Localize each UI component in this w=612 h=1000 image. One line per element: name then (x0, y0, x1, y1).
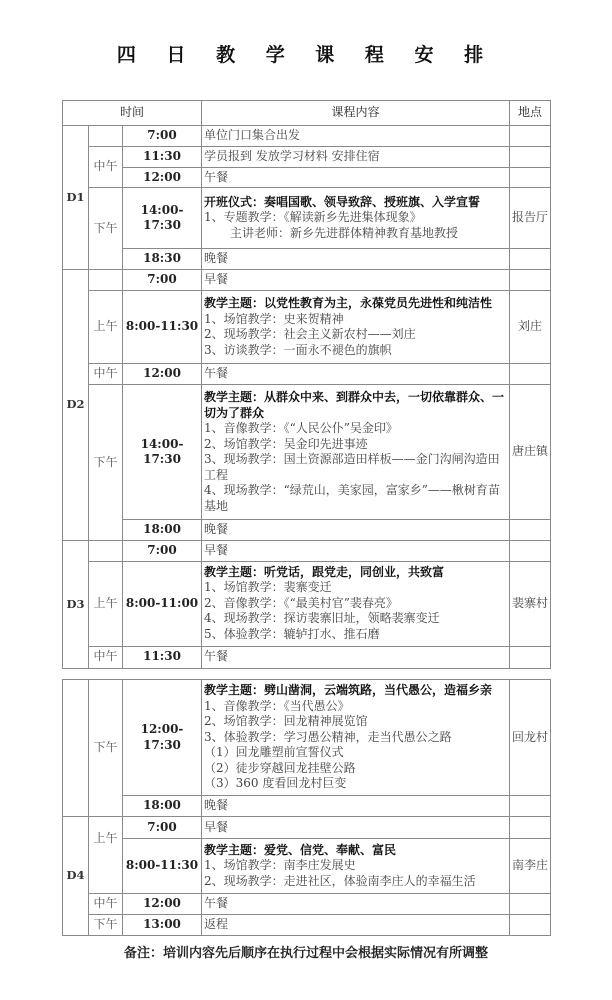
period-cell: 上午 (89, 817, 123, 894)
table-row (63, 188, 551, 249)
content-line: 4、现场教学：探访裴寨旧址，领略裴寨变迁 (204, 611, 440, 626)
content-line: 主讲老师：新乡先进群体精神教育基地教授 (230, 225, 459, 240)
location-cell (510, 541, 551, 562)
content-line: 2、音像教学：《“最美村官”裴春亮》 (204, 595, 398, 610)
time-cell: 12:00 (123, 364, 202, 385)
table-row (63, 646, 551, 668)
content-cell (202, 561, 510, 646)
content-cell (202, 249, 510, 270)
time-cell: 18:00 (123, 520, 202, 541)
location-cell (510, 364, 551, 385)
content-line: （2）徒步穿越回龙挂壁公路 (204, 760, 356, 775)
time-cell: 7:00 (123, 541, 202, 562)
table-row (63, 270, 551, 291)
content-line: 单位门口集合出发 (204, 128, 301, 143)
location-cell (510, 914, 551, 935)
time-cell: 7:00 (123, 270, 202, 291)
footer-note: 备注：培训内容先后顺序在执行过程中会根据实际情况有所调整 (123, 946, 488, 961)
content-line: 学员报到 发放学习材料 安排住宿 (204, 149, 380, 163)
location-cell (510, 126, 551, 147)
table-row (63, 894, 551, 915)
table-row (63, 680, 551, 796)
content-line: 午餐 (204, 169, 229, 184)
content-line: 午餐 (204, 896, 229, 910)
table-row (63, 839, 551, 894)
content-cell (202, 126, 510, 147)
content-line: 1、场馆教学：史来贺精神 (204, 311, 344, 326)
header-location: 地点 (510, 101, 551, 126)
page-title: 四 日 教 学 课 程 安 排 (116, 44, 496, 66)
content-line: 3、现场教学：国土资源部造田样板——金门沟闸沟造田工程 (204, 452, 500, 482)
content-heading: 教学主题：劈山凿洞，云端筑路，当代愚公，造福乡亲 (204, 683, 493, 698)
location-cell (510, 270, 551, 291)
location-cell: 南李庄 (510, 839, 551, 894)
content-line: 早餐 (204, 272, 229, 287)
content-line: 3、访谈教学：一面永不褪色的旗帜 (204, 342, 392, 357)
time-cell: 8:00-11:30 (123, 839, 202, 894)
time-cell: 12:00-17:30 (123, 680, 202, 796)
location-cell: 刘庄 (510, 291, 551, 364)
header-content: 课程内容 (202, 101, 510, 126)
period-cell (89, 541, 123, 562)
table-header-row (63, 101, 551, 126)
time-cell: 18:30 (123, 249, 202, 270)
table-row (63, 541, 551, 562)
time-cell: 12:00 (123, 894, 202, 915)
content-cell (202, 188, 510, 249)
content-cell (202, 291, 510, 364)
day-label-continued (63, 680, 89, 817)
table-row (63, 147, 551, 168)
time-cell: 7:00 (123, 126, 202, 147)
content-line: 晚餐 (204, 251, 229, 266)
content-line: 午餐 (204, 649, 229, 664)
content-line: 2、现场教学：社会主义新农村——刘庄 (204, 327, 416, 341)
content-cell (202, 680, 510, 796)
time-cell: 18:00 (123, 796, 202, 817)
content-heading: 教学主题：爱党、信党、奉献、富民 (204, 842, 397, 857)
period-cell: 下午 (89, 914, 123, 935)
content-line: 4、现场教学：“绿荒山，美家园，富家乡”——楸树育苗基地 (204, 483, 500, 513)
content-line: 早餐 (204, 819, 229, 834)
content-cell (202, 147, 510, 168)
content-heading: 教学主题：以党性教育为主，永葆党员先进性和纯洁性 (204, 296, 493, 310)
content-heading: 教学主题：从群众中来、到群众中去，一切依靠群众、一切为了群众 (204, 390, 505, 420)
time-cell: 12:00 (123, 167, 202, 188)
table-row (63, 291, 551, 364)
content-cell (202, 796, 510, 817)
location-cell (510, 894, 551, 915)
period-cell: 中午 (89, 894, 123, 915)
location-cell (510, 249, 551, 270)
location-cell: 裴寨村 (510, 561, 551, 646)
content-line: 2、现场教学：走进社区，体验南李庄人的幸福生活 (204, 873, 476, 888)
content-line: 1、专题教学：《解读新乡先进集体现象》 (204, 210, 422, 225)
day-label: D1 (63, 126, 89, 270)
location-cell (510, 167, 551, 188)
time-cell: 14:00-17:30 (123, 188, 202, 249)
content-line: 1、场馆教学：裴寨变迁 (204, 580, 332, 595)
table-row (63, 167, 551, 188)
location-cell (510, 817, 551, 839)
content-cell (202, 541, 510, 562)
content-line: 晚餐 (204, 522, 229, 537)
period-cell: 中午 (89, 364, 123, 385)
time-cell: 8:00-11:30 (123, 291, 202, 364)
content-line: 早餐 (204, 543, 229, 557)
content-line: （1）回龙雕塑前宣誓仪式 (204, 745, 344, 760)
table-row (63, 520, 551, 541)
content-cell (202, 646, 510, 668)
content-line: 2、场馆教学：吴金印先进事迹 (204, 436, 368, 451)
content-cell (202, 364, 510, 385)
table-row (63, 914, 551, 935)
content-line: 午餐 (204, 366, 229, 381)
time-cell: 14:00-17:30 (123, 385, 202, 520)
location-cell (510, 646, 551, 668)
time-cell: 11:30 (123, 147, 202, 168)
content-cell (202, 894, 510, 915)
content-heading: 教学主题：听党话，跟党走，同创业，共致富 (204, 564, 445, 579)
content-cell (202, 385, 510, 520)
location-cell: 报告厅 (510, 188, 551, 249)
content-cell (202, 914, 510, 935)
location-cell: 回龙村 (510, 680, 551, 796)
content-line: 1、场馆教学：南李庄发展史 (204, 858, 356, 873)
period-cell: 下午 (89, 680, 123, 817)
content-line: 2、场馆教学：回龙精神展览馆 (204, 714, 368, 729)
table-row (63, 126, 551, 147)
period-cell: 下午 (89, 188, 123, 270)
day-label: D2 (63, 270, 89, 541)
header-time: 时间 (63, 101, 202, 126)
period-cell (89, 270, 123, 291)
table-row (63, 796, 551, 817)
content-cell (202, 167, 510, 188)
content-cell (202, 817, 510, 839)
time-cell: 11:30 (123, 646, 202, 668)
location-cell: 唐庄镇 (510, 385, 551, 520)
time-cell: 8:00-11:00 (123, 561, 202, 646)
table-row (63, 817, 551, 839)
period-cell: 上午 (89, 561, 123, 646)
location-cell (510, 147, 551, 168)
day-label: D4 (63, 817, 89, 936)
schedule-table-part-2 (62, 679, 551, 936)
table-row (63, 561, 551, 646)
content-line: 3、体验教学：学习愚公精神，走当代愚公之路 (204, 729, 452, 744)
time-cell: 7:00 (123, 817, 202, 839)
content-line: 返程 (204, 916, 229, 931)
schedule-table-part-1 (62, 100, 551, 669)
time-cell: 13:00 (123, 914, 202, 935)
content-line: 晚餐 (204, 798, 229, 813)
content-cell (202, 839, 510, 894)
table-row (63, 249, 551, 270)
period-cell: 下午 (89, 385, 123, 541)
content-cell (202, 270, 510, 291)
period-cell (89, 126, 123, 147)
content-line: 1、音像教学：《“人民公仆”吴金印》 (204, 421, 398, 435)
content-heading: 开班仪式：奏唱国歌、领导致辞、授班旗、入学宣誓 (204, 194, 481, 209)
period-cell: 中午 (89, 646, 123, 668)
period-cell: 上午 (89, 291, 123, 364)
period-cell: 中午 (89, 147, 123, 188)
day-label: D3 (63, 541, 89, 669)
content-line: 5、体验教学：辘轳打水、推石磨 (204, 626, 380, 641)
location-cell (510, 520, 551, 541)
content-cell (202, 520, 510, 541)
content-line: （3）360 度看回龙村巨变 (204, 776, 347, 791)
table-row (63, 385, 551, 520)
location-cell (510, 796, 551, 817)
table-row (63, 364, 551, 385)
content-line: 1、音像教学：《当代愚公》 (204, 698, 350, 713)
